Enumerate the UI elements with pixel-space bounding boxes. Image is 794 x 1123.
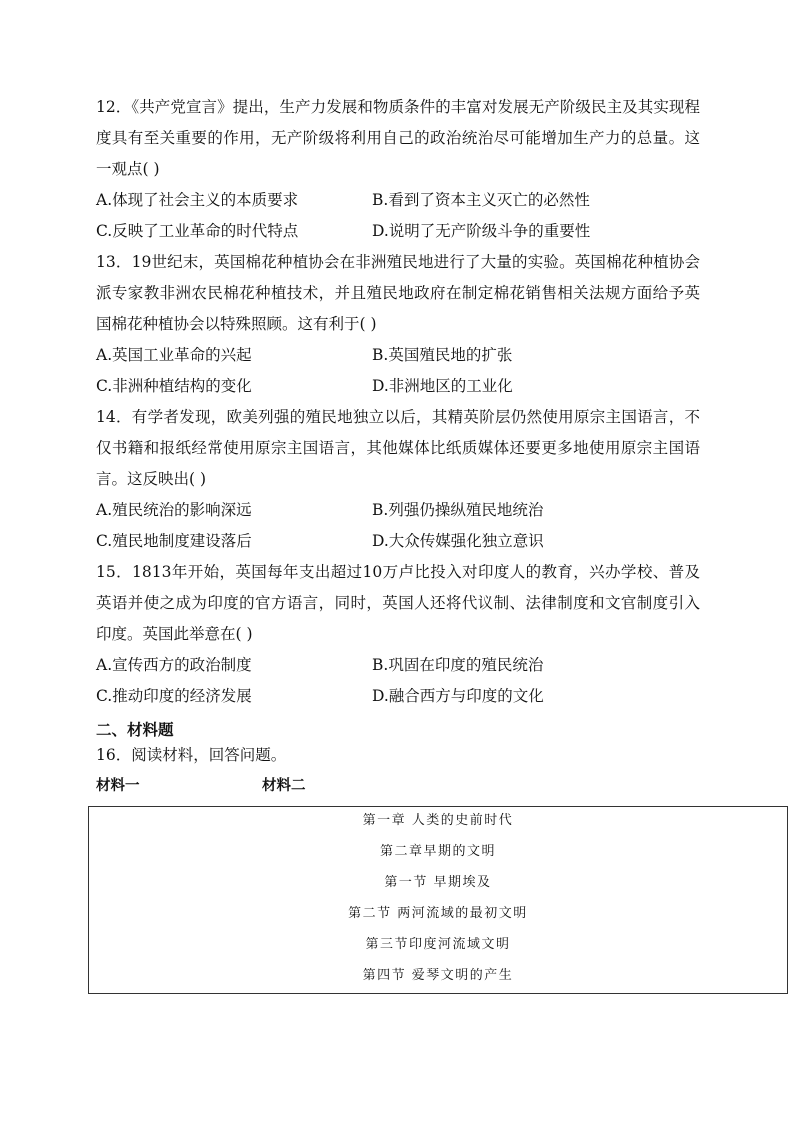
- option-row: [96, 495, 700, 526]
- question-12: [96, 92, 700, 247]
- option-row: [96, 650, 700, 681]
- option-c: C.反映了工业革命的时代特点: [96, 222, 299, 240]
- question-stem: 12．《共产党宣言》提出，生产力发展和物质条件的丰富对发展无产阶级民主及其实现程度具有至关重要的作用，无产阶级将利用自己的政治统治尽可能增加生产力的总量。这一观点( ): [96, 98, 700, 178]
- option-d: D.大众传媒强化独立意识: [372, 532, 544, 550]
- exam-page: [96, 92, 700, 800]
- section-title: 二、材料题: [96, 721, 174, 739]
- option-d: D.融合西方与印度的文化: [372, 687, 544, 705]
- toc-item: 第四节 爱琴文明的产生: [362, 968, 514, 983]
- question-stem: 13．19世纪末，英国棉花种植协会在非洲殖民地进行了大量的实验。英国棉花种植协会派专家教非洲农民棉花种植技术，并且殖民地政府在制定棉花销售相关法规方面给予英国棉花种植协会以特殊照顾。这有利于( ): [96, 253, 700, 333]
- material-2-label: 材料二: [262, 778, 306, 794]
- toc-item: 第三节印度河流域文明: [365, 937, 511, 952]
- toc-item: 第一章 人类的史前时代: [362, 813, 514, 828]
- option-row: [96, 371, 700, 402]
- option-row: [96, 681, 700, 712]
- question-14: [96, 402, 700, 557]
- toc-item: 第二章早期的文明: [379, 844, 496, 859]
- option-c: C.殖民地制度建设落后: [96, 532, 252, 550]
- option-a: A.英国工业革命的兴起: [96, 346, 252, 364]
- toc-item: 第二节 两河流域的最初文明: [348, 906, 528, 921]
- toc-item: 第一节 早期埃及: [384, 875, 492, 890]
- option-row: [96, 340, 700, 371]
- table-of-contents-box: [88, 806, 788, 994]
- option-b: B.英国殖民地的扩张: [372, 346, 513, 364]
- option-a: A.宣传西方的政治制度: [96, 656, 252, 674]
- question-16-prompt: 16．阅读材料，回答问题。: [96, 746, 287, 764]
- question-stem: 14．有学者发现，欧美列强的殖民地独立以后，其精英阶层仍然使用原宗主国语言，不仅书籍和报纸经常使用原宗主国语言，其他媒体比纸质媒体还要更多地使用原宗主国语言。这反映出( ): [96, 408, 700, 488]
- question-stem: 15．1813年开始，英国每年支出超过10万卢比投入对印度人的教育，兴办学校、普及英语并使之成为印度的官方语言，同时，英国人还将代议制、法律制度和文官制度引入印度。英国此举意在( ): [96, 563, 700, 643]
- material-headings: [96, 772, 700, 800]
- toc-list: [89, 805, 787, 991]
- option-d: D.说明了无产阶级斗争的重要性: [372, 222, 591, 240]
- option-c: C.非洲种植结构的变化: [96, 377, 252, 395]
- question-15: [96, 557, 700, 712]
- material-1-label: 材料一: [96, 778, 140, 794]
- option-b: B.列强仍操纵殖民地统治: [372, 501, 544, 519]
- option-b: B.看到了资本主义灭亡的必然性: [372, 191, 590, 209]
- option-a: A.体现了社会主义的本质要求: [96, 191, 299, 209]
- option-c: C.推动印度的经济发展: [96, 687, 252, 705]
- option-row: [96, 526, 700, 557]
- option-d: D.非洲地区的工业化: [372, 377, 513, 395]
- option-a: A.殖民统治的影响深远: [96, 501, 252, 519]
- option-row: [96, 216, 700, 247]
- question-13: [96, 247, 700, 402]
- option-row: [96, 185, 700, 216]
- option-b: B.巩固在印度的殖民统治: [372, 656, 544, 674]
